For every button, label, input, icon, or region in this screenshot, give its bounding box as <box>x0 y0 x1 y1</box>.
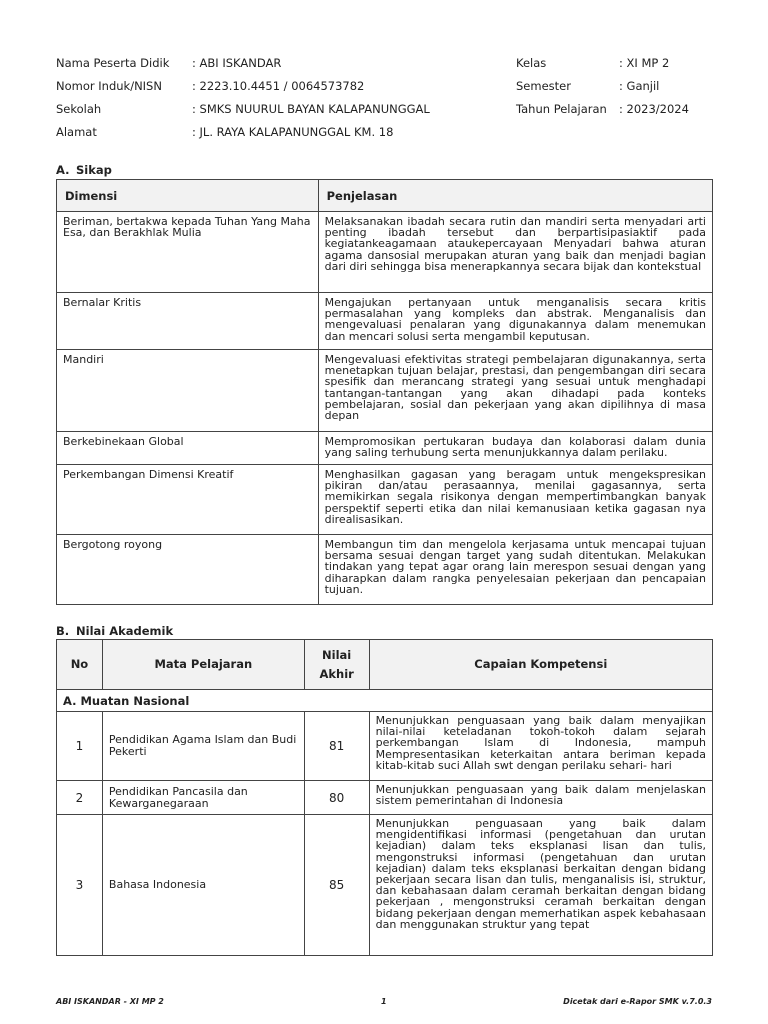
sikap-table <box>56 179 713 605</box>
value-alamat: : JL. RAYA KALAPANUNGGAL KM. 18 <box>192 125 394 139</box>
capaian-cell: Menunjukkan penguasaan yang baik dalam menyajikan nilai-nilai keteladanan tokoh-tokoh dalam sejarah perkembangan Islam di Indonesia, mampuh Mempresentasikan keterkaitan antara beriman kepada kitab-kitab suci Allah swt dengan perilaku sehari- hari <box>369 712 712 781</box>
mapel-cell: Pendidikan Pancasila dan Kewarganegaraan <box>102 781 304 815</box>
section-sikap-label: Sikap <box>76 163 112 177</box>
nilai-header-row <box>57 640 713 690</box>
header-nilai-line1: Nilai <box>322 647 352 662</box>
table-row <box>57 432 713 465</box>
label-alamat: Alamat <box>56 125 97 139</box>
label-semester: Semester <box>516 79 571 93</box>
no-cell: 1 <box>57 712 103 781</box>
info-row-nama <box>56 56 712 79</box>
section-sikap-title <box>56 163 112 177</box>
info-row-nisn <box>56 79 712 102</box>
info-row-sekolah <box>56 102 712 125</box>
label-kelas: Kelas <box>516 56 547 70</box>
dimensi-cell: Perkembangan Dimensi Kreatif <box>57 465 319 535</box>
value-tahun-pelajaran: : 2023/2024 <box>619 102 689 116</box>
table-row <box>57 712 713 781</box>
sikap-header-row <box>57 180 713 212</box>
header-penjelasan: Penjelasan <box>318 180 712 212</box>
dimensi-cell: Berkebinekaan Global <box>57 432 319 465</box>
footer-student: ABI ISKANDAR - XI MP 2 <box>56 997 164 1006</box>
value-nama: : ABI ISKANDAR <box>192 56 282 70</box>
section-sikap-prefix: A. <box>56 163 70 177</box>
penjelasan-cell: Mengajukan pertanyaan untuk menganalisis secara kritis permasalahan yang kompleks dan abstrak. Menganalisis dan mengevaluasi penalaran yang digunakannya dalam menemukan dan mencari solusi serta mengambil keputusan. <box>318 293 712 350</box>
label-nisn: Nomor Induk/NISN <box>56 79 162 93</box>
table-row <box>57 535 713 605</box>
value-nisn: : 2223.10.4451 / 0064573782 <box>192 79 365 93</box>
penjelasan-cell: Menghasilkan gagasan yang beragam untuk mengekspresikan pikiran dan/atau perasaannya, menilai gagasannya, serta memikirkan segala risikonya dengan mempertimbangkan banyak perspektif seperti etika dan nilai kemanusiaan ketika gagasan nya direalisasikan. <box>318 465 712 535</box>
student-info <box>56 56 712 148</box>
value-sekolah: : SMKS NUURUL BAYAN KALAPANUNGGAL <box>192 102 430 116</box>
header-mata-pelajaran: Mata Pelajaran <box>102 640 304 690</box>
label-sekolah: Sekolah <box>56 102 102 116</box>
table-row <box>57 781 713 815</box>
value-kelas: : XI MP 2 <box>619 56 670 70</box>
table-row <box>57 212 713 293</box>
header-dimensi: Dimensi <box>57 180 319 212</box>
mapel-cell: Bahasa Indonesia <box>102 815 304 956</box>
penjelasan-cell: Mempromosikan pertukaran budaya dan kolaborasi dalam dunia yang saling terhubung serta menunjukkannya dalam perilaku. <box>318 432 712 465</box>
header-capaian-kompetensi: Capaian Kompetensi <box>369 640 712 690</box>
group-muatan-nasional: A. Muatan Nasional <box>57 690 713 712</box>
table-row <box>57 465 713 535</box>
no-cell: 2 <box>57 781 103 815</box>
nilai-table <box>56 639 713 956</box>
dimensi-cell: Bernalar Kritis <box>57 293 319 350</box>
nilai-cell: 81 <box>304 712 369 781</box>
label-tahun-pelajaran: Tahun Pelajaran <box>516 102 607 116</box>
penjelasan-cell: Melaksanakan ibadah secara rutin dan mandiri serta menyadari arti penting ibadah tersebut dan berpartisipasiaktif pada kegiatankeagamaan ataukepercayaan Menyadari bahwa aturan agama dansosial merupakan aturan yang baik dan menjadi bagian dari diri sehingga bisa menerapkannya secara bijak dan kontekstual <box>318 212 712 293</box>
section-nilai-title <box>56 624 173 638</box>
group-row <box>57 690 713 712</box>
section-nilai-prefix: B. <box>56 624 70 638</box>
table-row <box>57 350 713 432</box>
header-nilai-line2: Akhir <box>319 666 354 681</box>
footer-printed-by: Dicetak dari e-Rapor SMK v.7.0.3 <box>563 997 712 1006</box>
info-row-alamat <box>56 125 712 148</box>
header-nilai-akhir <box>304 640 369 690</box>
nilai-cell: 85 <box>304 815 369 956</box>
section-nilai-label: Nilai Akademik <box>76 624 174 638</box>
capaian-cell: Menunjukkan penguasaan yang baik dalam mengidentifikasi informasi (pengetahuan dan urutan kejadian) dalam teks eksplanasi lisan dan tulis, mengonstruksi informasi (pengetahuan dan urutan kejadian) dalam teks eksplanasi berkaitan dengan bidang pekerjaan secara lisan dan tulis, menganalisis isi, struktur, dan kebahasaan dalam ceramah berkaitan dengan bidang pekerjaan , mengonstruksi ceramah berkaitan dengan bidang pekerjaan dengan memerhatikan aspek kebahasaan dan menggunakan struktur yang tepat <box>369 815 712 956</box>
mapel-cell: Pendidikan Agama Islam dan Budi Pekerti <box>102 712 304 781</box>
label-nama: Nama Peserta Didik <box>56 56 170 70</box>
capaian-cell: Menunjukkan penguasaan yang baik dalam menjelaskan sistem pemerintahan di Indonesia <box>369 781 712 815</box>
header-no: No <box>57 640 103 690</box>
no-cell: 3 <box>57 815 103 956</box>
dimensi-cell: Bergotong royong <box>57 535 319 605</box>
penjelasan-cell: Membangun tim dan mengelola kerjasama untuk mencapai tujuan bersama sesuai dengan target yang sudah ditentukan. Melakukan tindakan yang tepat agar orang lain merespon sesuai dengan yang diharapkan dalam rangka penyelesaian pekerjaan dan pencapaian tujuan. <box>318 535 712 605</box>
value-semester: : Ganjil <box>619 79 660 93</box>
table-row <box>57 815 713 956</box>
penjelasan-cell: Mengevaluasi efektivitas strategi pembelajaran digunakannya, serta menetapkan tujuan belajar, prestasi, dan pengembangan diri secara spesifik dan merancang strategi yang sesuai untuk menghadapi tantangan-tantangan yang akan dihadapi pada konteks pembelajaran, sosial dan pekerjaan yang akan dipilihnya di masa depan <box>318 350 712 432</box>
nilai-cell: 80 <box>304 781 369 815</box>
dimensi-cell: Beriman, bertakwa kepada Tuhan Yang Maha Esa, dan Berakhlak Mulia <box>57 212 319 293</box>
table-row <box>57 293 713 350</box>
dimensi-cell: Mandiri <box>57 350 319 432</box>
footer-page-number: 1 <box>381 997 387 1006</box>
